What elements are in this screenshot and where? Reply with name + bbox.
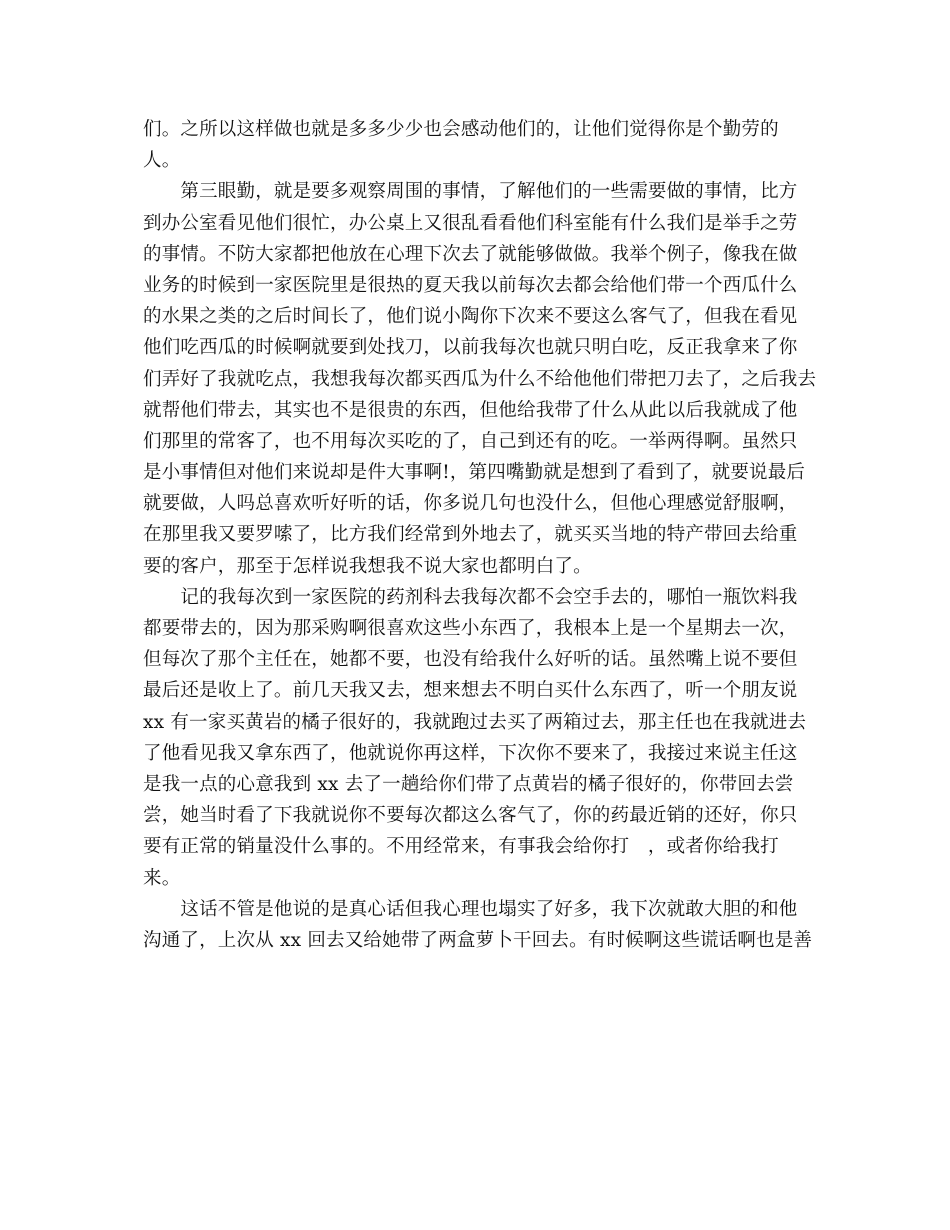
text-line: 是小事情但对他们来说却是件大事啊!，第四嘴勤就是想到了看到了，就要说最后 — [143, 462, 806, 484]
text-line: 都要带去的，因为那采购啊很喜欢这些小东西了，我根本上是一个星期去一次， — [143, 618, 798, 639]
text-line: 沟通了，上次从 xx 回去又给她带了两盒萝卜干回去。有时候啊这些谎话啊也是善 — [143, 929, 813, 951]
text-line: 但每次了那个主任在，她都不要，也没有给我什么好听的话。虽然嘴上说不要但 — [143, 649, 798, 671]
text-line: xx 有一家买黄岩的橘子很好的，我就跑过去买了两箱过去，那主任也在我就进去 — [143, 711, 807, 733]
text-line: 尝，她当时看了下我就说你不要每次都这么客气了，你的药最近销的还好，你只 — [143, 805, 798, 827]
text-line: 人。 — [143, 150, 181, 172]
text-line: 的事情。不防大家都把他放在心理下次去了就能够做做。我举个例子，像我在做 — [143, 243, 798, 265]
text-line: 最后还是收上了。前几天我又去，想来想去不明白买什么东西了，听一个朋友说 — [143, 680, 798, 702]
body-text — [143, 114, 817, 956]
paragraph-start-line: 第三眼勤，就是要多观察周围的事情，了解他们的一些需要做的事情，比方 — [143, 181, 798, 203]
text-line: 他们吃西瓜的时候啊就要到处找刀，以前我每次也就只明白吃，反正我拿来了你 — [143, 337, 798, 359]
text-line: 到办公室看见他们很忙，办公桌上又很乱看看他们科室能有什么我们是举手之劳 — [143, 212, 798, 234]
text-line: 们弄好了我就吃点，我想我每次都买西瓜为什么不给他他们带把刀去了，之后我去 — [143, 368, 817, 390]
text-line: 在那里我又要罗嗦了，比方我们经常到外地去了，就买买当地的特产带回去给重 — [143, 524, 798, 546]
text-line: 就帮他们带去，其实也不是很贵的东西，但他给我带了什么从此以后我就成了他 — [143, 399, 798, 421]
text-line: 了他看见我又拿东西了，他就说你再这样，下次你不要来了，我接过来说主任这 — [143, 742, 798, 764]
paragraph-start-line: 这话不管是他说的是真心话但我心理也塌实了好多，我下次就敢大胆的和他 — [143, 898, 798, 920]
text-line: 们。之所以这样做也就是多多少少也会感动他们的，让他们觉得你是个勤劳的 — [143, 119, 779, 140]
text-line: 要的客户，那至于怎样说我想我不说大家也都明白了。 — [143, 555, 592, 577]
text-line: 的水果之类的之后时间长了，他们说小陶你下次来不要这么客气了，但我在看见 — [143, 306, 798, 328]
text-line: 们那里的常客了，也不用每次买吃的了，自己到还有的吃。一举两得啊。虽然只 — [143, 430, 798, 452]
text-line: 就要做，人吗总喜欢听好听的话，你多说几句也没什么，但他心理感觉舒服啊， — [143, 493, 798, 515]
text-line: 来。 — [143, 867, 181, 889]
text-line: 业务的时候到一家医院里是很热的夏天我以前每次去都会给他们带一个西瓜什么 — [143, 274, 798, 296]
text-line: 是我一点的心意我到 xx 去了一趟给你们带了点黄岩的橘子很好的，你带回去尝 — [143, 773, 794, 795]
paragraph-start-line: 记的我每次到一家医院的药剂科去我每次都不会空手去的，哪怕一瓶饮料我 — [143, 586, 798, 608]
text-line: 要有正常的销量没什么事的。不用经常来，有事我会给你打 ，或者你给我打 — [143, 836, 779, 858]
